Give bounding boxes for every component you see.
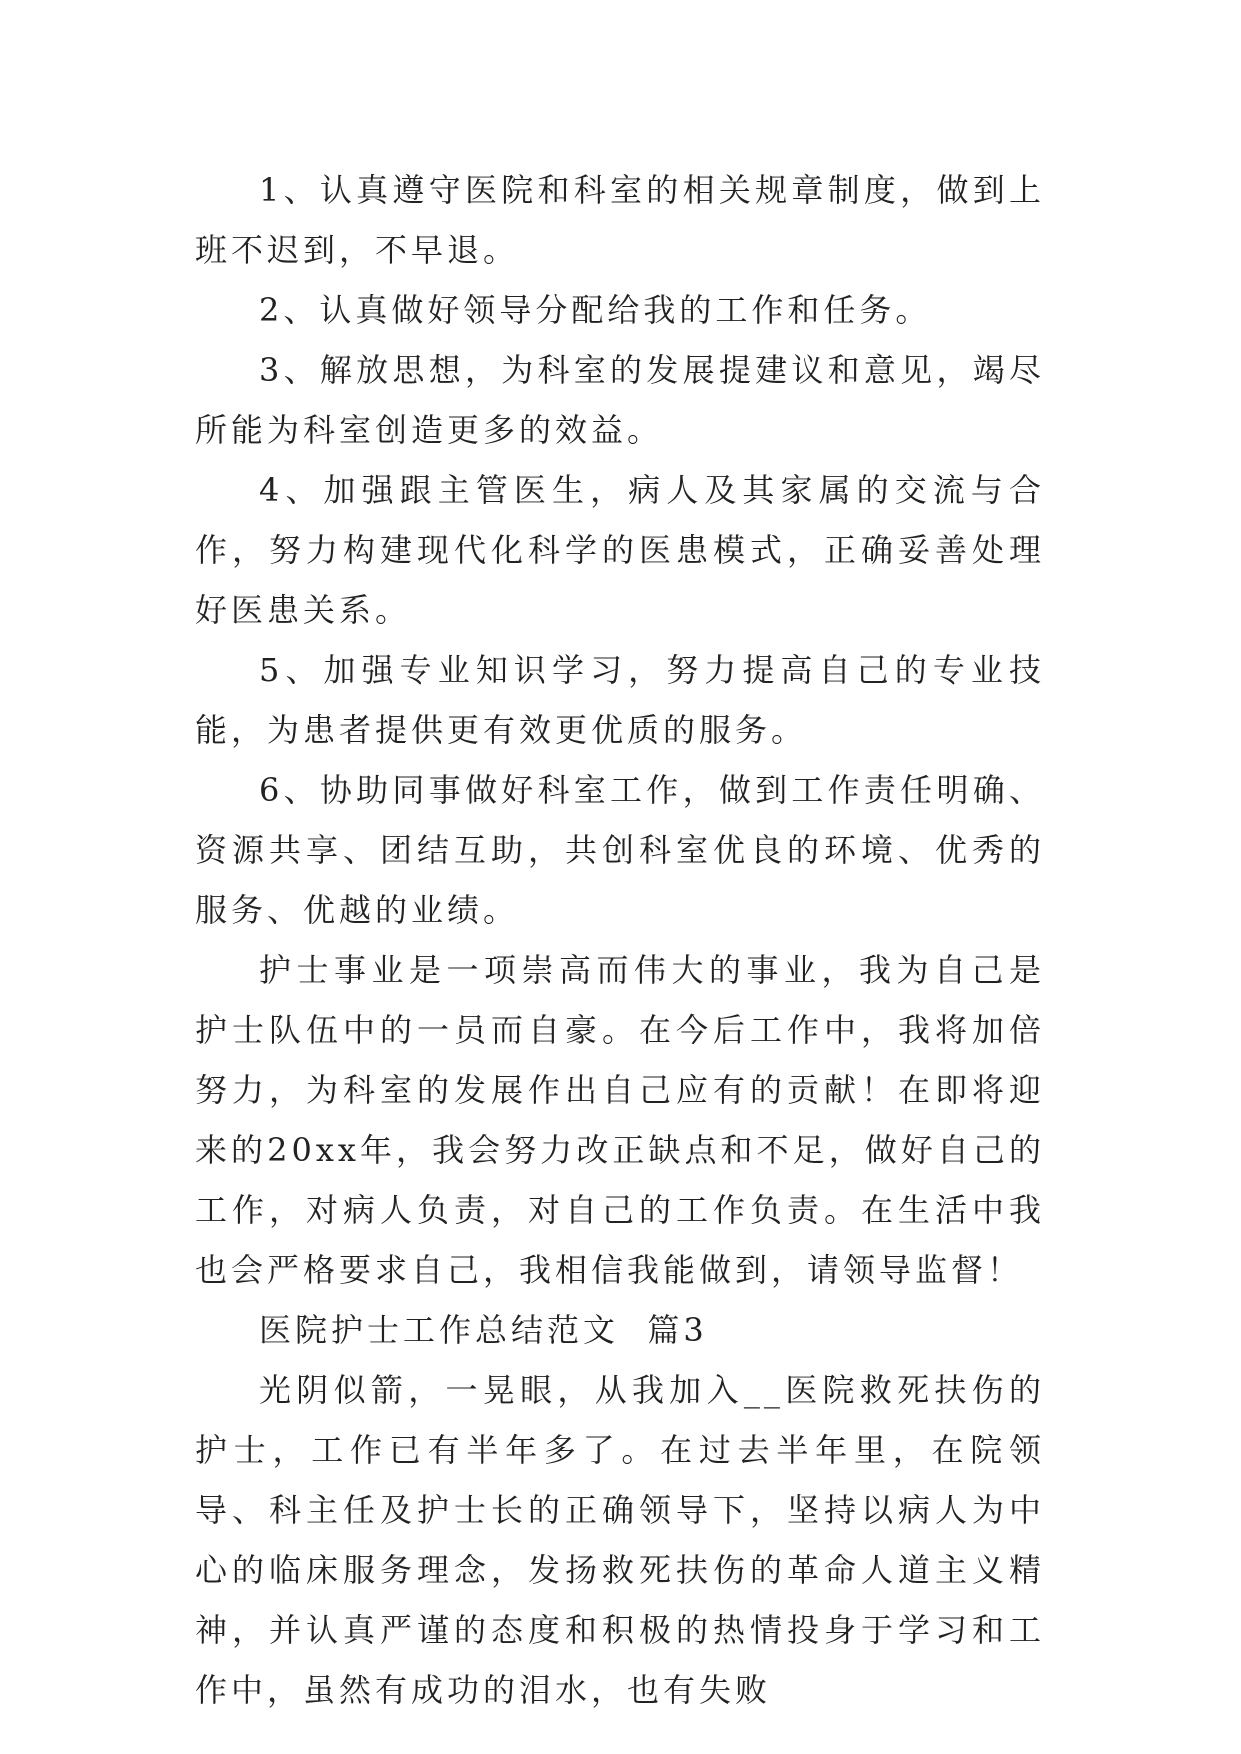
rule-item-4: 4、加强跟主管医生，病人及其家属的交流与合作，努力构建现代化科学的医患模式，正确妥善处理好医患关系。 <box>195 471 1045 629</box>
rule-item-2: 2、认真做好领导分配给我的工作和任务。 <box>259 291 932 329</box>
rule-item-5: 5、加强专业知识学习，努力提高自己的专业技能，为患者提供更有效更优质的服务。 <box>195 651 1045 749</box>
rule-item-6: 6、协助同事做好科室工作，做到工作责任明确、资源共享、团结互助，共创科室优良的环境、优秀的服务、优越的业绩。 <box>195 771 1045 929</box>
document-body <box>195 160 1045 1720</box>
section-intro-paragraph: 光阴似箭，一晃眼，从我加入__医院救死扶伤的护士，工作已有半年多了。在过去半年里，在院领导、科主任及护士长的正确领导下，坚持以病人为中心的临床服务理念，发扬救死扶伤的革命人道主义精神，并认真严谨的态度和积极的热情投身于学习和工作中，虽然有成功的泪水，也有失败 <box>195 1371 1045 1709</box>
closing-paragraph: 护士事业是一项崇高而伟大的事业，我为自己是护士队伍中的一员而自豪。在今后工作中，我将加倍努力，为科室的发展作出自己应有的贡献！在即将迎来的20xx年，我会努力改正缺点和不足，做好自己的工作，对病人负责，对自己的工作负责。在生活中我也会严格要求自己，我相信我能做到，请领导监督！ <box>195 951 1045 1289</box>
section-heading: 医院护士工作总结范文 篇3 <box>259 1311 708 1349</box>
rule-item-3: 3、解放思想，为科室的发展提建议和意见，竭尽所能为科室创造更多的效益。 <box>195 351 1045 449</box>
rule-item-1: 1、认真遵守医院和科室的相关规章制度，做到上班不迟到，不早退。 <box>195 171 1045 269</box>
